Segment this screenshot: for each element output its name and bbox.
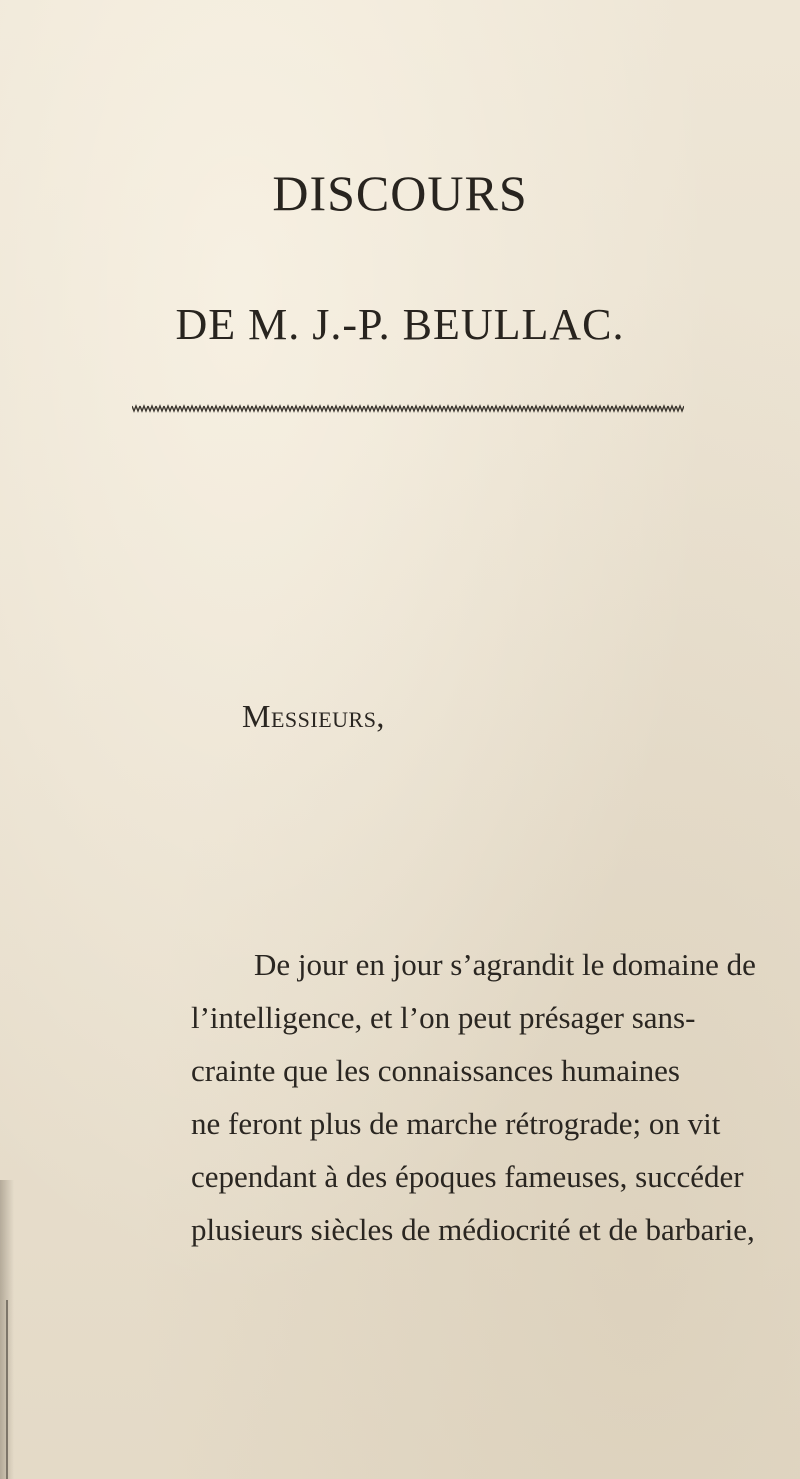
document-subtitle: DE M. J.-P. BEULLAC. [175,300,625,349]
body-line: l’intelligence, et l’on peut présager sans- [191,1000,696,1035]
body-line: crainte que les connaissances humaines [191,1053,680,1088]
page-gutter-line [6,1300,8,1479]
body-line: ne feront plus de marche rétrograde; on vit [191,1106,721,1141]
body-paragraph [191,938,791,1256]
document-title: DISCOURS [272,165,528,221]
body-line: plusieurs siècles de médiocrité et de barbarie, [191,1212,755,1247]
ornamental-rule [132,403,684,413]
salutation: Messieurs, [242,698,385,734]
body-line: De jour en jour s’agrandit le domaine de [254,947,756,982]
body-line: cependant à des époques fameuses, succéder [191,1159,744,1194]
